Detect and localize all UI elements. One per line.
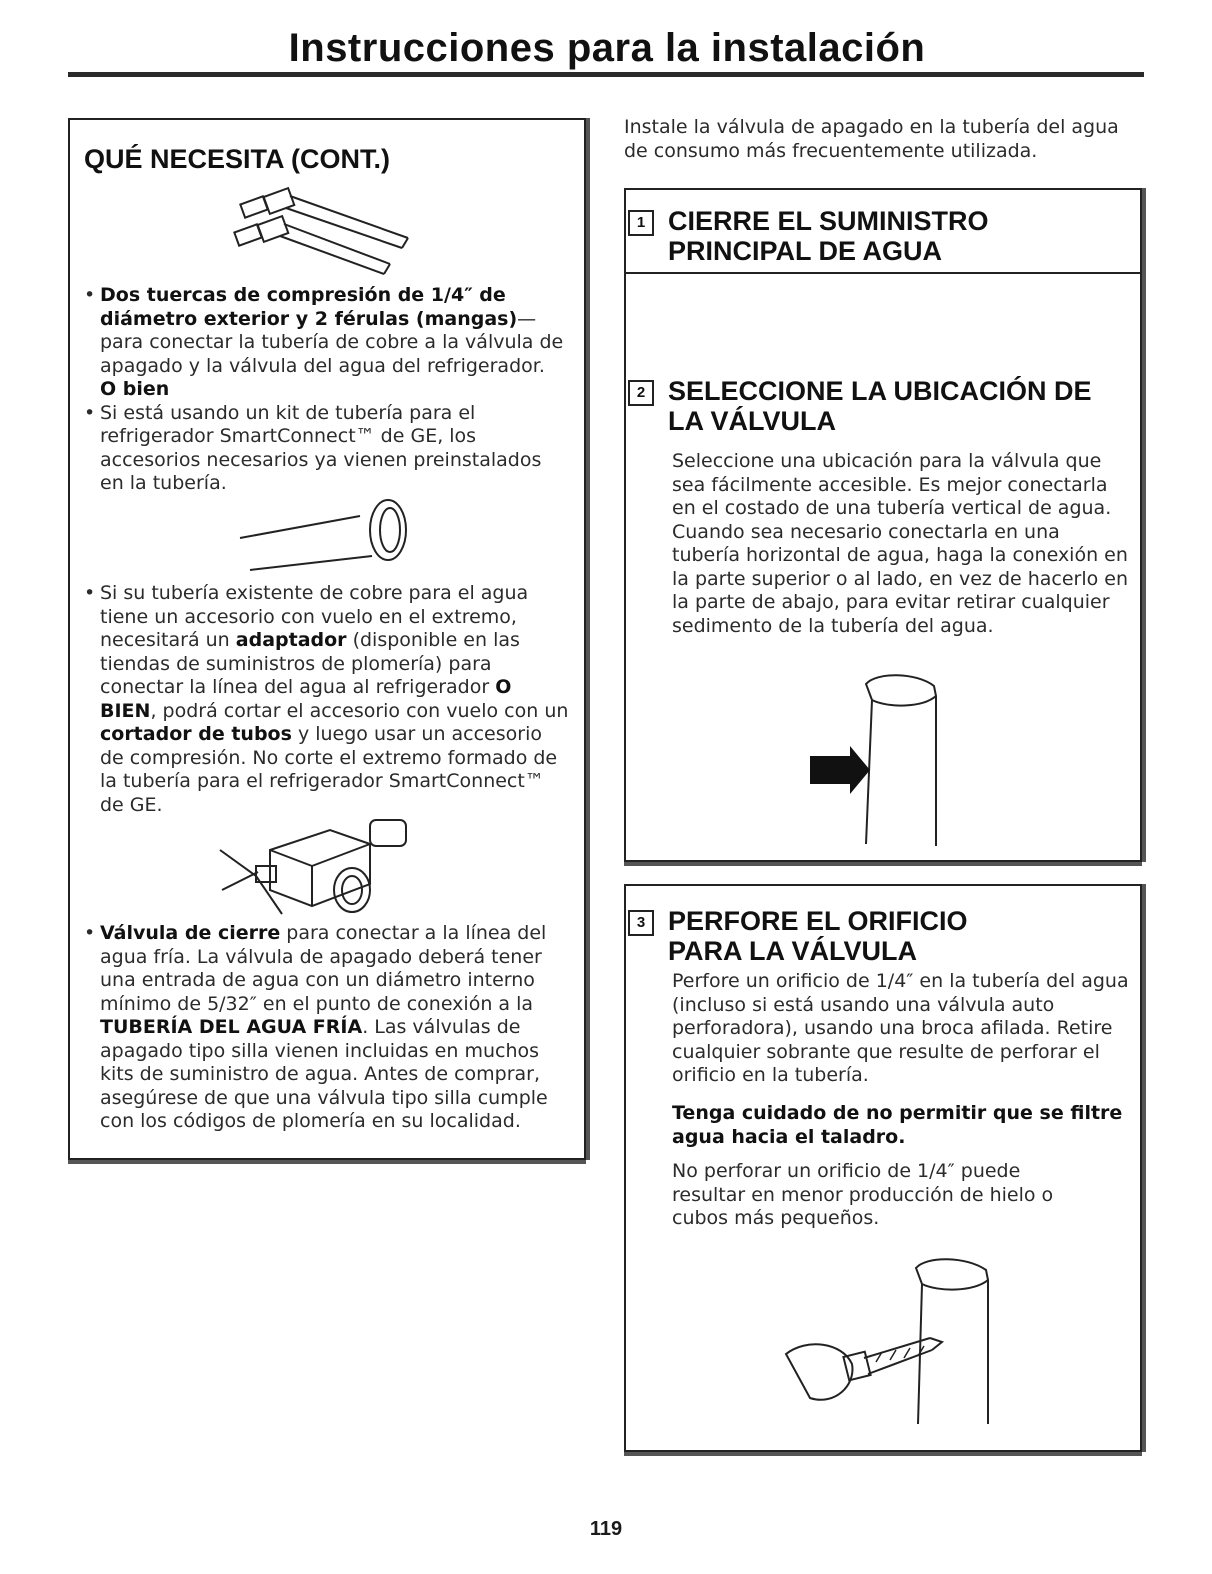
page-number: 119 — [589, 1518, 623, 1540]
list-item — [84, 582, 570, 817]
item4-cold-pipe: TUBERÍA DEL AGUA FRÍA — [100, 1016, 363, 1038]
item4-valve: Válvula de cierre — [100, 922, 281, 944]
flared-tube-illustration — [240, 492, 420, 572]
item1-bold: Dos tuercas de compresión de 1/4″ de diámetro exterior y 2 férulas (mangas) — [100, 284, 518, 330]
item3-text-e: , podrá cortar el accesorio con vuelo con un — [150, 699, 569, 722]
compression-nuts-illustration — [230, 188, 430, 278]
what-you-need-heading: QUÉ NECESITA (CONT.) — [84, 144, 391, 174]
step-2-box — [624, 272, 1142, 862]
step-3-text: Perfore un orificio de 1/4″ en la tubería del agua (incluso si está usando una válvula auto perforadora), usando una broca afilada. Retire cualquier sobrante que resulte de perforar el orificio en la tubería. — [672, 970, 1129, 1086]
step-number: 3 — [628, 910, 654, 936]
what-you-need-box — [68, 118, 586, 1160]
vertical-pipe-arrow-illustration — [806, 674, 946, 854]
drill-pipe-illustration — [746, 1258, 1006, 1448]
item3-cutter: cortador de tubos — [100, 723, 292, 745]
step-3-heading-line2: PARA LA VÁLVULA — [668, 936, 917, 966]
item4-text-b: para conectar a la línea del agua fría. La válvula de apagado deberá tener una entrada de agua con un diámetro interno mínimo de 5/32″ en el punto de conexión a la — [100, 922, 547, 1015]
item4-text-d: . Las válvulas de apagado tipo silla vienen incluidas en muchos kits de suministro de agua. Antes de comprar, asegúrese de que una válvula tipo silla cumple con los códigos de plomería en su localidad. — [100, 1016, 548, 1132]
item3-text-g: y luego usar un accesorio de compresión. No corte el extremo formado de la tubería para el refrigerador SmartConnect™ de GE. — [100, 723, 558, 816]
step-2-heading — [628, 376, 1092, 406]
or-label: O bien — [100, 378, 170, 400]
item3-text-a: Si su tubería existente de cobre para el agua tiene un accesorio con vuelo en el extremo, necesitará un — [100, 582, 529, 651]
item2-text: Si está usando un kit de tubería para el refrigerador SmartConnect™ de GE, los accesorios necesarios ya vienen preinstalados en la tubería. — [100, 401, 542, 494]
step-3-note: No perforar un orificio de 1/4″ puede resultar en menor producción de hielo o cubos más pequeños. — [672, 1160, 1054, 1229]
item3-text-c: (disponible en las tiendas de suministros de plomería) para conectar la línea del agua al refrigerador — [100, 629, 520, 698]
step-3-warning: Tenga cuidado de no permitir que se filtre agua hacia el taladro. — [672, 1102, 1123, 1148]
step-1-heading-line1: CIERRE EL SUMINISTRO — [668, 206, 989, 236]
step-3-heading-line1: PERFORE EL ORIFICIO — [668, 906, 968, 936]
item3-or: O BIEN — [100, 676, 512, 722]
step-3-heading — [628, 906, 968, 936]
list-item — [84, 922, 570, 1134]
step-2-heading-line1: SELECCIONE LA UBICACIÓN DE — [668, 376, 1092, 406]
intro-text: Instale la válvula de apagado en la tubería del agua de consumo más frecuentemente utilizada. — [624, 116, 1119, 162]
step-1-heading — [628, 206, 989, 236]
item1-text: —para conectar la tubería de cobre a la válvula de apagado y la válvula del agua del refrigerador. — [100, 307, 564, 377]
step-1-heading-line2: PRINCIPAL DE AGUA — [668, 236, 943, 266]
title-rule — [68, 72, 1144, 77]
list-item — [84, 284, 570, 378]
list-item — [84, 402, 570, 496]
page-title: Instrucciones para la instalación — [288, 26, 926, 70]
step-2-heading-line2: LA VÁLVULA — [668, 406, 836, 436]
step-number: 1 — [628, 210, 654, 236]
step-number: 2 — [628, 380, 654, 406]
step-3-box — [624, 884, 1142, 1452]
shutoff-valve-illustration — [220, 810, 420, 920]
step-2-text: Seleccione una ubicación para la válvula que sea fácilmente accesible. Es mejor conectarla en el costado de una tubería vertical de agua. Cuando sea necesario conectarla en una tubería horizontal de agua, haga la conexión en la parte superior o al lado, en vez de hacerlo en la parte de abajo, para evitar retirar cualquier sedimento de la tubería del agua. — [672, 450, 1129, 637]
item3-adapter: adaptador — [235, 629, 347, 651]
